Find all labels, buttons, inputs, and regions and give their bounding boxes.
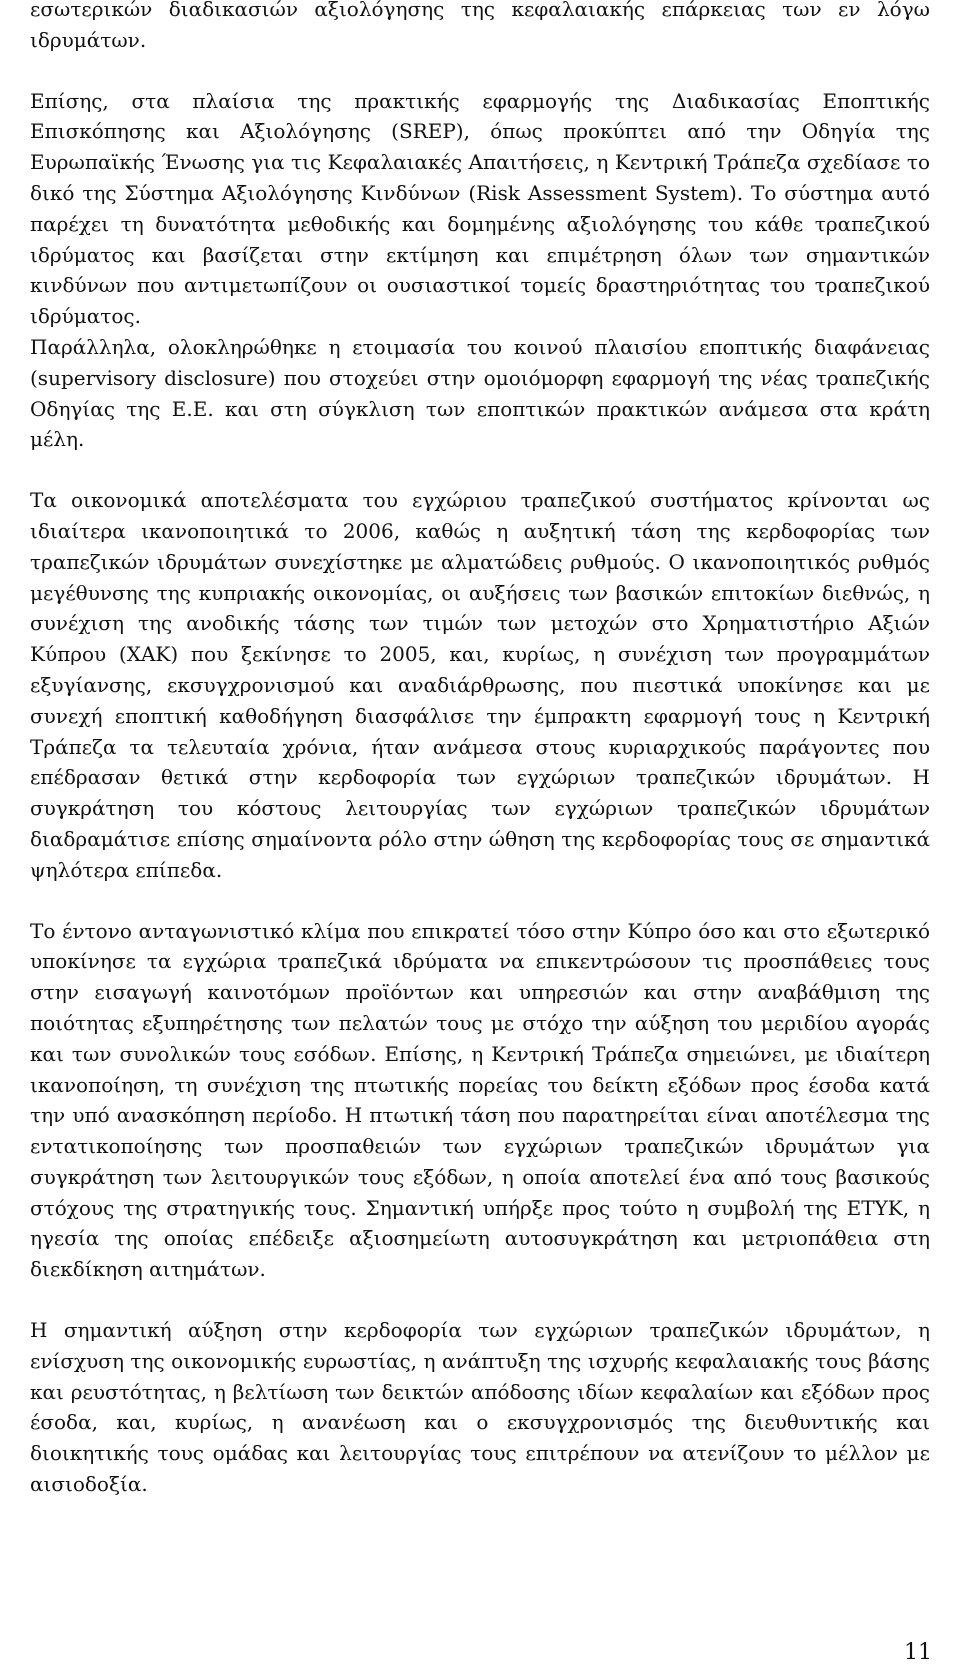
paragraph-assessment-continuation: εσωτερικών διαδικασιών αξιολόγησης της κεφαλαιακής επάρκειας των εν λόγω ιδρυμάτων. xyxy=(30,0,930,52)
paragraph-profitability-outlook: Η σημαντική αύξηση στην κερδοφορία των εγχώριων τραπεζικών ιδρυμάτων, η ενίσχυση της οικονομικής ευρωστίας, η ανάπτυξη της ισχυρής κεφαλαιακής τους βάσης και ρευστότητας, η βελτίωση των δεικτών απόδοσης ιδίων κεφαλαίων και εξόδων προς έσοδα, και, κυρίως, η ανανέωση και ο εκσυγχρονισμός της διευθυντικής και διοικητικής τους ομάδας και λειτουργίας τους επιτρέπουν να ατενίζουν το μέλλον με αισιοδοξία. xyxy=(30,1318,930,1497)
page-number: 11 xyxy=(904,1640,932,1665)
paragraph-srep-risk-assessment: Επίσης, στα πλαίσια της πρακτικής εφαρμογής της Διαδικασίας Εποπτικής Επισκόπησης και Αξιολόγησης (SREP), όπως προκύπτει από την Οδηγία της Ευρωπαϊκής Ένωσης για τις Κεφαλαιακές Απαιτήσεις, η Κεντρική Τράπεζα σχεδίασε το δικό της Σύστημα Αξιολόγησης Κινδύνων (Risk Assessment System). Το σύστημα αυτό παρέχει τη δυνατότητα μεθοδικής και δομημένης αξιολόγησης του κάθε τραπεζικού ιδρύματος και βασίζεται στην εκτίμηση και επιμέτρηση όλων των σημαντικών κινδύνων που αντιμετωπίζουν οι ουσιαστικοί τομείς δραστηριότητας του τραπεζικού ιδρύματος. xyxy=(30,88,930,329)
paragraph-competitive-climate: Το έντονο ανταγωνιστικό κλίμα που επικρατεί τόσο στην Κύπρο όσο και στο εξωτερικό υποκίνησε τα εγχώρια τραπεζικά ιδρύματα να επικεντρώσουν τις προσπάθειες τους στην εισαγωγή καινοτόμων προϊόντων και υπηρεσιών και στην αναβάθμιση της ποιότητας εξυπηρέτησης των πελατών τους με στόχο την αύξηση του μεριδίου αγοράς και των συνολικών τους εσόδων. Επίσης, η Κεντρική Τράπεζα σημειώνει, με ιδιαίτερη ικανοποίηση, τη συνέχιση της πτωτικής πορείας του δείκτη εξόδων προς έσοδα κατά την υπό ανασκόπηση περίοδο. Η πτωτική τάση που παρατηρείται είναι αποτέλεσμα της εντατικοποίησης των προσπαθειών των εγχώριων τραπεζικών ιδρυμάτων για συγκράτηση των λειτουργικών τους εξόδων, η οποία αποτελεί ένα από τους βασικούς στόχους της στρατηγικής τους. Σημαντική υπήρξε προς τούτο η συμβολή της ΕΤΥΚ, η ηγεσία της οποίας επέδειξε αξιοσημείωτη αυτοσυγκράτηση και μετριοπάθεια στη διεκδίκηση αιτημάτων. xyxy=(30,918,930,1282)
paragraph-financial-results: Τα οικονομικά αποτελέσματα του εγχώριου τραπεζικού συστήματος κρίνονται ως ιδιαίτερα ικανοποιητικά το 2006, καθώς η αυξητική τάση της κερδοφορίας των τραπεζικών ιδρυμάτων συνεχίστηκε με αλματώδεις ρυθμούς. Ο ικανοποιητικός ρυθμός μεγέθυνσης της κυπριακής οικονομίας, οι αυξήσεις των βασικών επιτοκίων διεθνώς, η συνέχιση της ανοδικής τάσης των τιμών των μετοχών στο Χρηματιστήριο Αξιών Κύπρου (ΧΑΚ) που ξεκίνησε το 2005, και, κυρίως, η συνέχιση των προγραμμάτων εξυγίανσης, εκσυγχρονισμού και αναδιάρθρωσης, που πιεστικά υποκίνησε και με συνεχή εποπτική καθοδήγηση διασφάλισε την έμπρακτη εφαρμογή τους η Κεντρική Τράπεζα τα τελευταία χρόνια, ήταν ανάμεσα στους κυριαρχικούς παράγοντες που επέδρασαν θετικά στην κερδοφορία των εγχώριων τραπεζικών ιδρυμάτων. Η συγκράτηση του κόστους λειτουργίας των εγχώριων τραπεζικών ιδρυμάτων διαδραμάτισε επίσης σημαίνοντα ρόλο στην ώθηση της κερδοφορίας τους σε σημαντικά ψηλότερα επίπεδα. xyxy=(30,488,930,882)
paragraph-supervisory-disclosure: Παράλληλα, ολοκληρώθηκε η ετοιμασία του κοινού πλαισίου εποπτικής διαφάνειας (supervisory disclosure) που στοχεύει στην ομοιόμορφη εφαρμογή της νέας τραπεζικής Οδηγίας της Ε.Ε. και στη σύγκλιση των εποπτικών πρακτικών ανάμεσα στα κράτη μέλη. xyxy=(30,334,930,452)
document-page xyxy=(30,0,930,1500)
